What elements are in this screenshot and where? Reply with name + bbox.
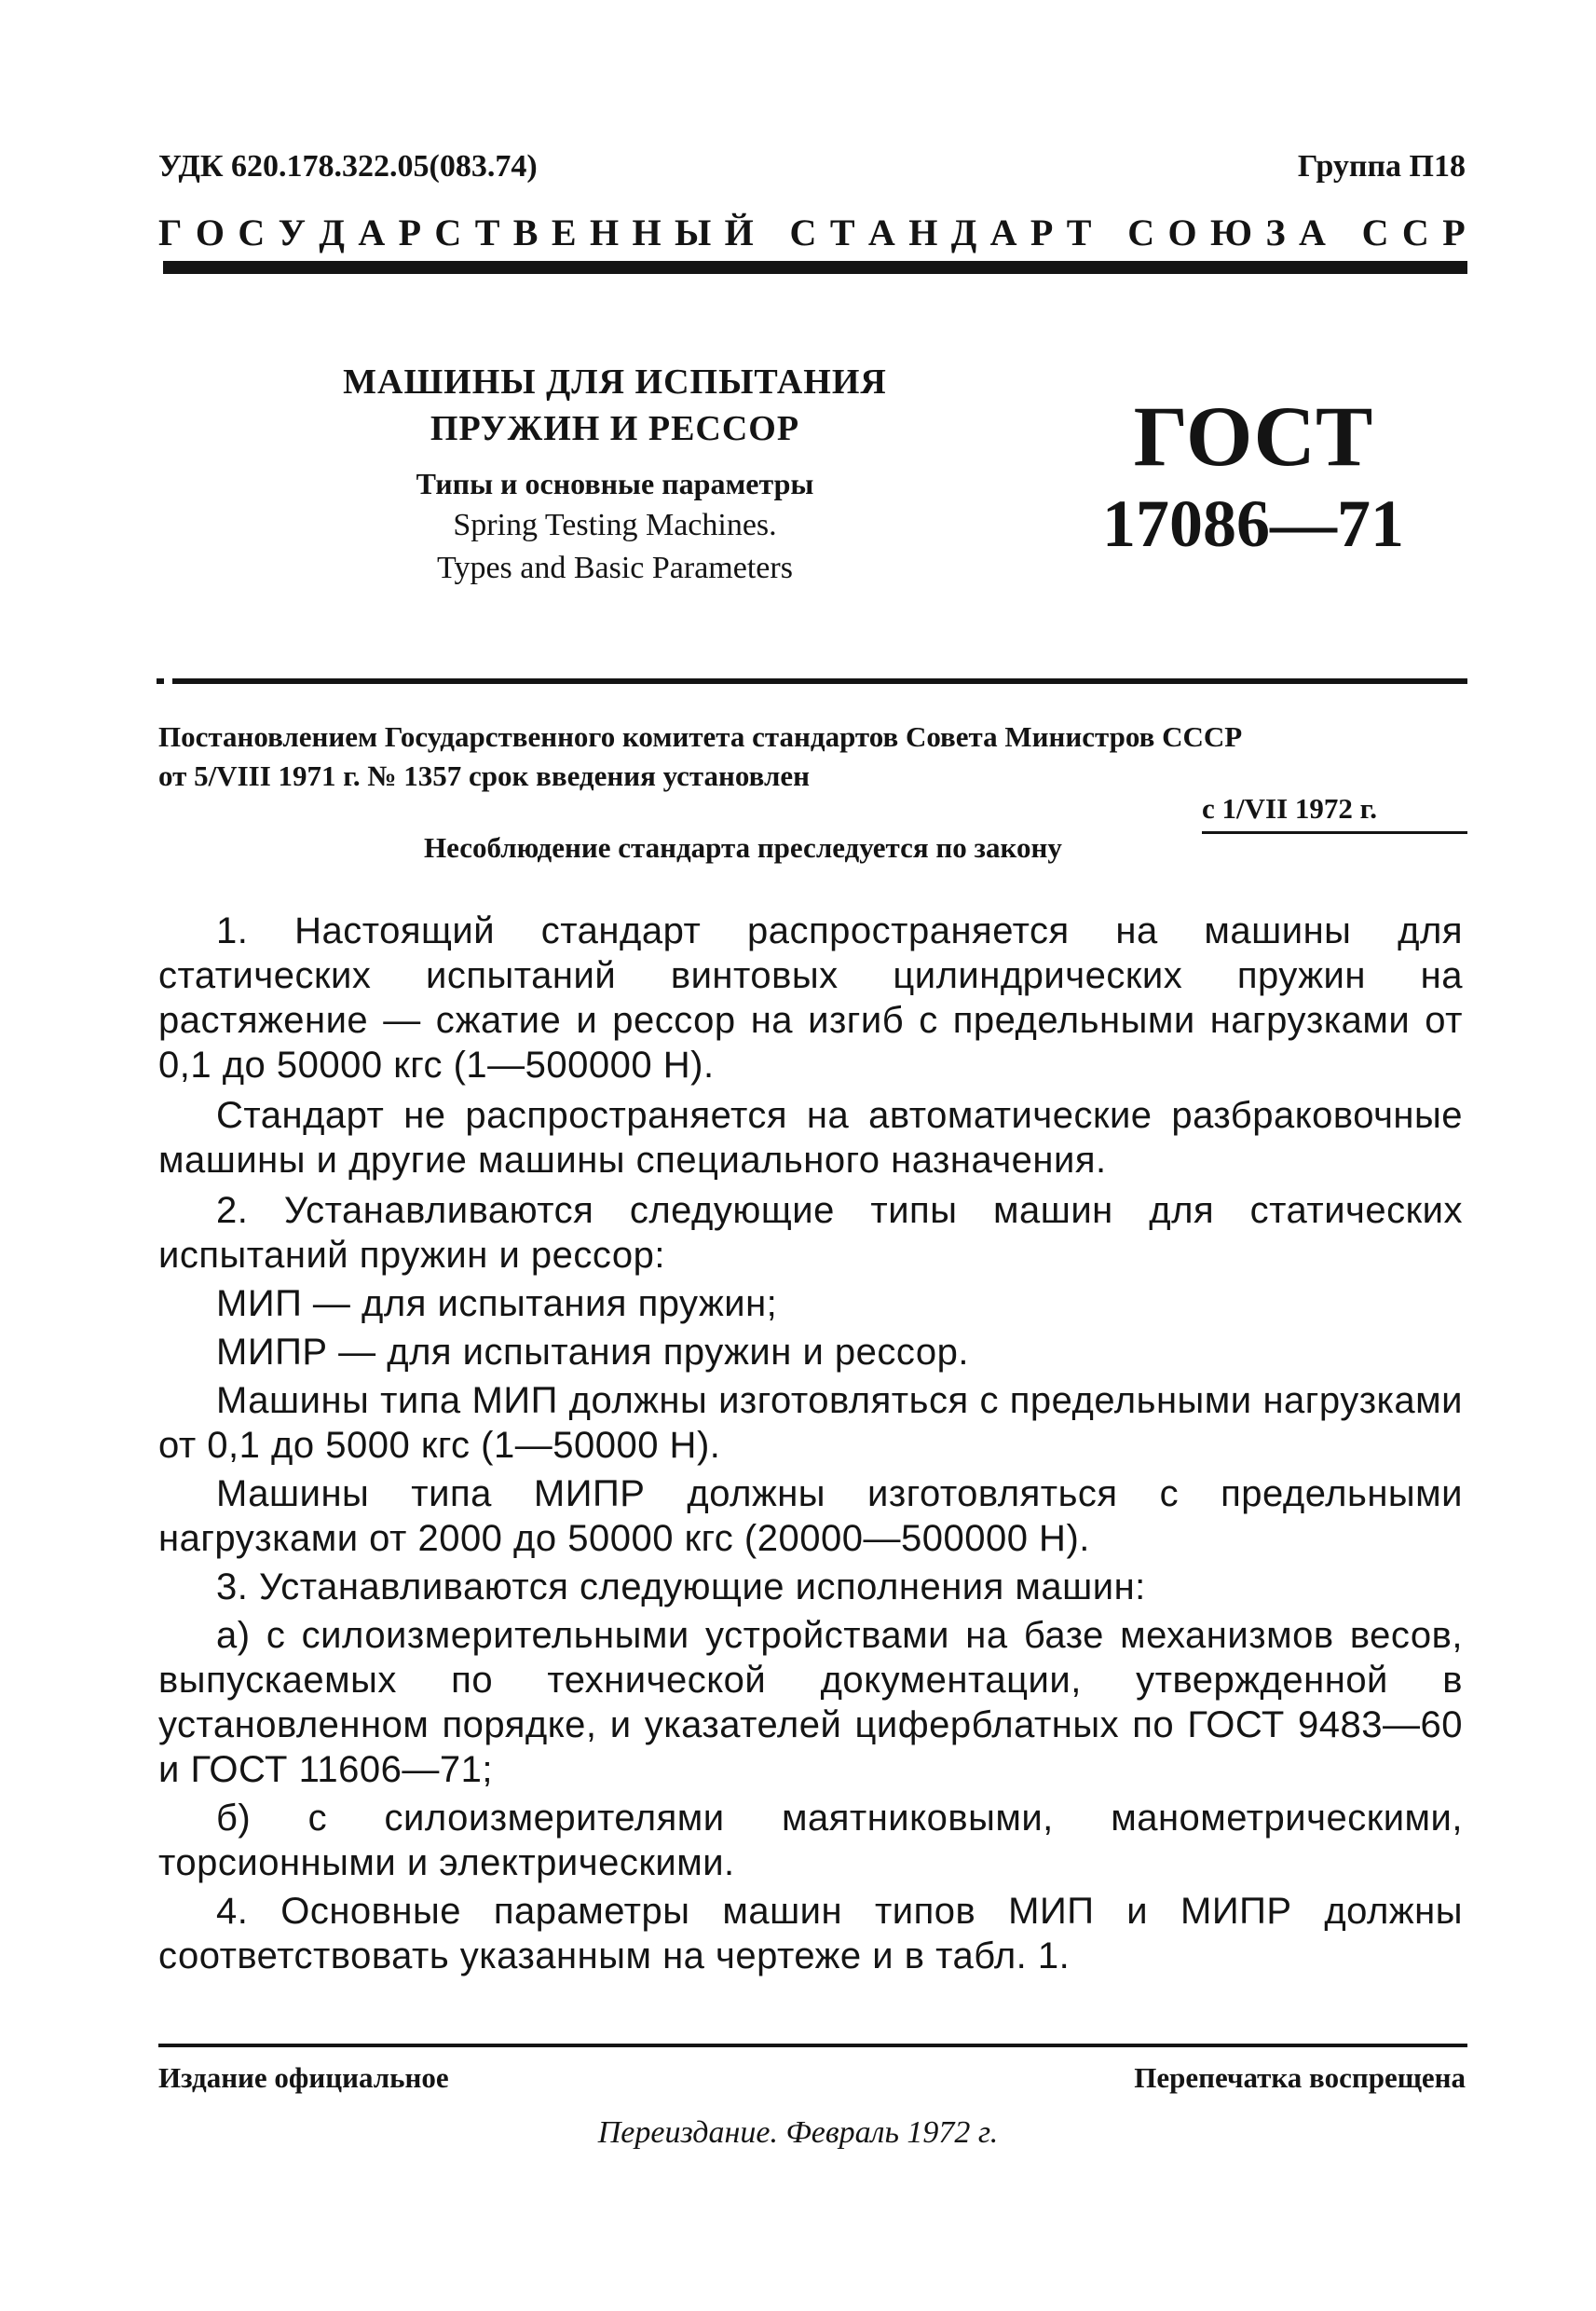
state-heading-letter: З (1265, 212, 1286, 253)
state-heading-letter: Й (724, 212, 754, 253)
gost-label: ГОСТ (1133, 389, 1373, 484)
state-heading-letter: С (1127, 212, 1155, 253)
state-heading-letter: Н (632, 212, 662, 253)
decree-note: Несоблюдение стандарта преследуется по закону (424, 831, 1062, 864)
state-heading-letter: Р (1030, 212, 1054, 253)
state-heading-letter: В (512, 212, 539, 253)
subtitle-english-line-1: Spring Testing Machines. (453, 508, 777, 542)
body-text (158, 909, 1463, 1982)
paragraph-1: 1. Настоящий стандарт распространяется на машины для статических испытаний винтовых цилиндрических пружин на растяжение — сжатие и рессор на изгиб с предельными нагрузками от 0,1 до 50000 кгс (1—500000 Н). (158, 910, 1463, 1086)
subtitle-russian: Типы и основные параметры (416, 467, 814, 500)
state-heading-letter: Ы (674, 212, 712, 253)
rule-dot (157, 678, 164, 684)
state-heading-letter: Ю (1210, 212, 1253, 253)
paragraph-7: Машины типа МИПР должны изготовляться с предельными нагрузками от 2000 до 50000 кгс (20000—500000 Н). (158, 1473, 1463, 1559)
edition-official: Издание официальное (158, 2061, 449, 2094)
state-heading-letter: У (278, 212, 306, 253)
title-block (280, 359, 950, 590)
middle-rule (172, 678, 1467, 684)
paragraph-4: МИП — для испытания пружин; (216, 1283, 778, 1324)
state-heading-letter: С (789, 212, 817, 253)
decree-line-1: Постановлением Государственного комитета стандартов Совета Министров СССР (158, 720, 1243, 753)
state-heading-letter: Т (829, 212, 855, 253)
state-heading-letter: Г (158, 212, 183, 253)
subtitle-english-line-2: Types and Basic Parameters (437, 551, 793, 585)
paragraph-2: Стандарт не распространяется на автоматические разбраковочные машины и другие машины специального назначения. (158, 1095, 1463, 1181)
paragraph-6: Машины типа МИП должны изготовляться с предельными нагрузками от 0,1 до 5000 кгс (1—50000 Н). (158, 1380, 1463, 1466)
state-heading-letter: Т (1066, 212, 1092, 253)
bottom-rule (158, 2044, 1467, 2047)
title-line-1: МАШИНЫ ДЛЯ ИСПЫТАНИЯ (343, 362, 887, 402)
decree-line-2: от 5/VIII 1971 г. № 1357 срок введения установлен (158, 759, 810, 792)
gost-number: 17086—71 (1102, 486, 1404, 561)
state-heading-letter: Д (950, 212, 977, 253)
state-heading-letter: А (1298, 212, 1326, 253)
state-heading-letter: С (1361, 212, 1389, 253)
state-heading-letter: С (238, 212, 266, 253)
udk-code: УДК 620.178.322.05(083.74) (158, 149, 538, 184)
group-code: Группа П18 (1297, 149, 1466, 184)
state-heading-letter: Н (589, 212, 620, 253)
state-heading-letter: Е (551, 212, 577, 253)
state-heading-letter: Р (398, 212, 422, 253)
state-heading-letter: Р (1442, 212, 1466, 253)
state-heading-letter: О (1167, 212, 1197, 253)
gost-designation (1062, 391, 1444, 567)
state-heading-letter: А (867, 212, 895, 253)
decree-effective-date: с 1/VII 1972 г. (1202, 792, 1377, 825)
paragraph-3: 2. Устанавливаются следующие типы машин для статических испытаний пружин и рессор: (158, 1190, 1463, 1276)
state-heading-letter: С (434, 212, 462, 253)
state-heading-letter: Д (319, 212, 345, 253)
state-heading-letter: С (1401, 212, 1429, 253)
reissue-note: Переиздание. Февраль 1972 г. (597, 2115, 999, 2150)
paragraph-11: 4. Основные параметры машин типов МИП и МИПР должны соответствовать указанным на чертеже и в табл. 1. (158, 1891, 1463, 1976)
state-heading-letter: А (989, 212, 1017, 253)
title-line-2: ПРУЖИН И РЕССОР (430, 409, 800, 448)
reprint-prohibited: Перепечатка воспрещена (1134, 2061, 1466, 2094)
top-rule (163, 261, 1467, 274)
state-heading-letter (1105, 211, 1114, 254)
state-heading-letter: Н (908, 212, 938, 253)
paragraph-5: МИПР — для испытания пружин и рессор. (216, 1332, 969, 1373)
state-standard-heading (158, 211, 1466, 254)
state-heading-letter (767, 211, 776, 254)
paragraph-8: 3. Устанавливаются следующие исполнения машин: (216, 1566, 1146, 1607)
state-heading-letter (1339, 211, 1348, 254)
state-heading-letter: А (358, 212, 386, 253)
paragraph-9: а) с силоизмерительными устройствами на базе механизмов весов, выпускаемых по технической документации, утвержденной в установленном порядке, и указателей циферблатных по ГОСТ 9483—60 и ГОСТ 11606—71; (158, 1615, 1463, 1790)
state-heading-letter: О (195, 212, 225, 253)
date-underline (1202, 831, 1467, 834)
decree-block (158, 718, 1467, 796)
state-heading-letter: Т (474, 212, 500, 253)
paragraph-10: б) с силоизмерителями маятниковыми, манометрическими, торсионными и электрическими. (158, 1798, 1463, 1883)
